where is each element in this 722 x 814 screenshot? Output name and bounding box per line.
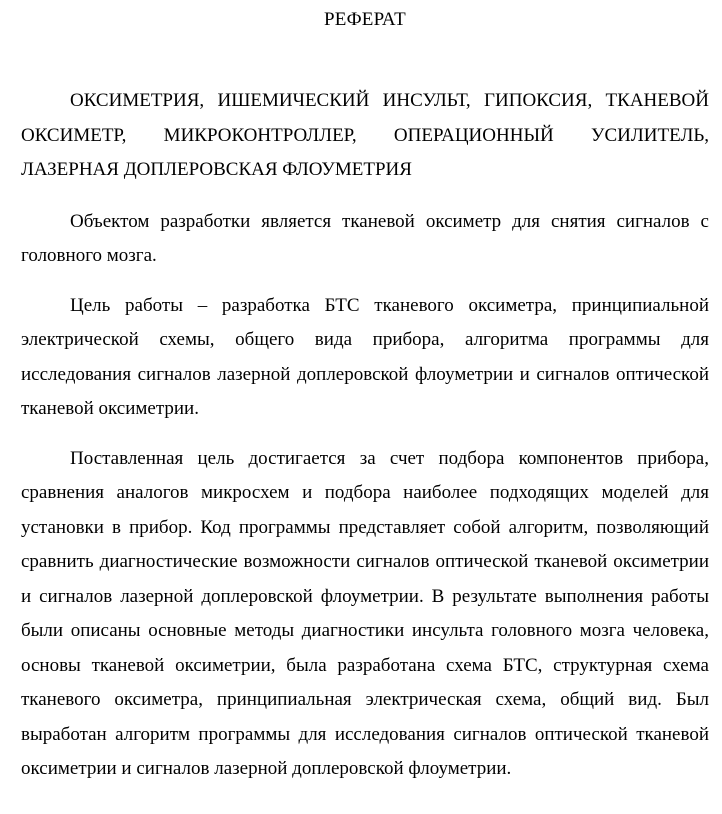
document-title: РЕФЕРАТ: [324, 9, 406, 30]
paragraph-results: Поставленная цель достигается за счет подбора компонентов прибора, сравнения аналогов микросхем и подбора наиболее подходящих моделей для установки в прибор. Код программы представляет собой алгоритм, позволяющий сравнить диагностические возможности сигналов оптической тканевой оксиметрии и сигналов лазерной доплеровской флоуметрии. В результате выполнения работы были описаны основные методы диагностики инсульта головного мозга человека, основы тканевой оксиметрии, была разработана схема БТС, структурная схема тканевого оксиметра, принципиальная электрическая схема, общий вид. Был выработан алгоритм программы для исследования сигналов оптической тканевой оксиметрии и сигналов лазерной доплеровской флоуметрии.: [21, 447, 709, 779]
paragraph-goal: Цель работы – разработка БТС тканевого оксиметра, принципиальной электрической схемы, общего вида прибора, алгоритма программы для исследования сигналов лазерной доплеровской флоуметрии и сигналов оптической тканевой оксиметрии.: [21, 294, 709, 419]
document-page: [21, 0, 709, 787]
keywords-paragraph: ОКСИМЕТРИЯ, ИШЕМИЧЕСКИЙ ИНСУЛЬТ, ГИПОКСИЯ, ТКАНЕВОЙ ОКСИМЕТР, МИКРОКОНТРОЛЛЕР, ОПЕРАЦИОННЫЙ УСИЛИТЕЛЬ, ЛАЗЕРНАЯ ДОПЛЕРОВСКАЯ ФЛОУМЕТРИЯ: [21, 90, 709, 180]
paragraph-object: Объектом разработки является тканевой оксиметр для снятия сигналов с головного мозга.: [21, 210, 709, 266]
